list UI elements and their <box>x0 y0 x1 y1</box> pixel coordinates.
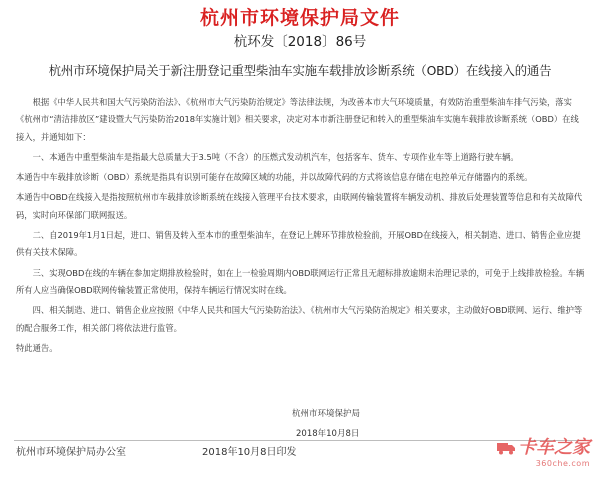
watermark-logo <box>497 438 590 458</box>
paragraph-item-3: 三、实现OBD在线的车辆在参加定期排放检验时，如在上一检验周期内OBD联网运行正常且无超标排放逾期未治理记录的，可免于上线排放检验。车辆所有人应当确保OBD联网传输装置正常使用，保持车辆运行情况实时在线。 <box>16 267 585 295</box>
paragraph-item-1: 一、本通告中重型柴油车是指最大总质量大于3.5吨（不含）的压燃式发动机汽车，包括客车、货车、专项作业车等上道路行驶车辆。 <box>32 151 519 162</box>
notice-title: 杭州市环境保护局关于新注册登记重型柴油车实施车载排放诊断系统（OBD）在线接入的通告 <box>48 63 552 78</box>
document-header-title: 杭州市环境保护局文件 <box>199 7 400 29</box>
paragraph-item-4: 四、相关制造、进口、销售企业应按照《中华人民共和国大气污染防治法》、《杭州市大气污染防治规定》相关要求，主动做好OBD联网、运行、维护等的配合服务工作，相关部门将依法进行监管。 <box>16 305 583 333</box>
notice-body <box>16 94 586 360</box>
truck-icon <box>497 441 515 455</box>
footer-print-date: 2018年10月8日印发 <box>202 447 297 458</box>
paragraph-closing: 特此通告。 <box>16 342 58 353</box>
footer-office: 杭州市环境保护局办公室 <box>16 447 126 458</box>
paragraph-obd-online-definition: 本通告中OBD在线接入是指按照杭州市车载排放诊断系统在线接入管理平台技术要求，由联网传输装置将车辆发动机、排放后处理装置等信息和有关故障代码，实时向环保部门联网报送。 <box>16 192 583 220</box>
paragraph-intro: 根据《中华人民共和国大气污染防治法》、《杭州市大气污染防治规定》等法律法规，为改善本市大气环境质量，有效防治重型柴油车排气污染，落实《杭州市“清洁排放区”建设暨大气污染防治2018年实施计划》相关要求，决定对本市新注册登记和转入的重型柴油车实施车载排放诊断系统（OBD）在线接入，并通知如下： <box>16 97 579 142</box>
watermark <box>497 438 590 468</box>
watermark-url: 360che.com <box>535 459 590 468</box>
signature-org: 杭州市环境保护局 <box>292 409 361 419</box>
paragraph-item-2: 二、自2019年1月1日起，进口、销售及转入至本市的重型柴油车，在登记上牌环节排放检验前，开展OBD在线接入，相关制造、进口、销售企业应提供有关技术保障。 <box>16 230 581 258</box>
watermark-logo-text: 卡车之家 <box>518 437 590 458</box>
paragraph-obd-definition: 本通告中车载排放诊断（OBD）系统是指具有识别可能存在故障区域的功能，并以故障代码的方式将该信息存储在电控单元存储器内的系统。 <box>16 172 533 183</box>
signature-date: 2018年10月8日 <box>296 429 360 439</box>
document-number: 杭环发〔2018〕86号 <box>233 34 367 50</box>
